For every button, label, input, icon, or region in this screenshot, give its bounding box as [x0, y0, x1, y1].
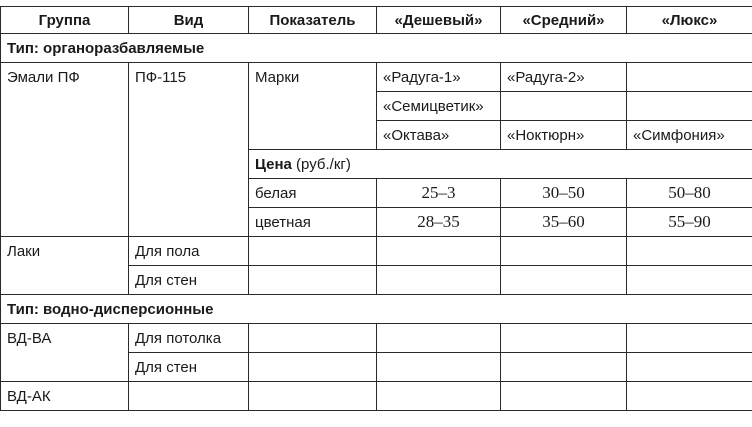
empty-cell: [501, 353, 627, 382]
empty-cell: [627, 266, 752, 295]
brand-cell: «Ноктюрн»: [501, 121, 627, 150]
empty-cell: [377, 237, 501, 266]
header-lux: «Люкс»: [627, 7, 752, 34]
table-row: [1, 382, 752, 411]
group-cell: ВД-АК: [1, 382, 129, 411]
empty-cell: [249, 237, 377, 266]
type-row: [1, 295, 752, 324]
brand-cell: [627, 92, 752, 121]
kind-cell: Для стен: [129, 353, 249, 382]
price-header: [249, 150, 752, 179]
empty-cell: [377, 382, 501, 411]
indicator-cell: Марки: [249, 63, 377, 150]
empty-cell: [627, 353, 752, 382]
type-label: Тип: органоразбавляемые: [1, 34, 752, 63]
empty-cell: [627, 324, 752, 353]
table-row: [1, 324, 752, 353]
kind-cell: Для стен: [129, 266, 249, 295]
header-medium: «Средний»: [501, 7, 627, 34]
header-row: [1, 7, 752, 34]
price-value: 28–35: [377, 208, 501, 237]
price-unit: (руб./кг): [291, 155, 351, 173]
empty-cell: [129, 382, 249, 411]
empty-cell: [249, 324, 377, 353]
empty-cell: [249, 353, 377, 382]
empty-cell: [501, 382, 627, 411]
empty-cell: [501, 237, 627, 266]
empty-cell: [249, 266, 377, 295]
empty-cell: [627, 237, 752, 266]
header-cheap: «Дешевый»: [377, 7, 501, 34]
type-label: Тип: водно-дисперсионные: [1, 295, 752, 324]
brand-cell: «Октава»: [377, 121, 501, 150]
paint-comparison-table: [0, 6, 752, 411]
header-kind: Вид: [129, 7, 249, 34]
empty-cell: [501, 324, 627, 353]
header-indicator: Показатель: [249, 7, 377, 34]
empty-cell: [627, 382, 752, 411]
type-row: [1, 34, 752, 63]
brand-cell: «Семицветик»: [377, 92, 501, 121]
empty-cell: [377, 353, 501, 382]
brand-cell: [627, 63, 752, 92]
price-value: 30–50: [501, 179, 627, 208]
price-label: Цена: [255, 155, 292, 173]
kind-cell: Для пола: [129, 237, 249, 266]
group-cell: Эмали ПФ: [1, 63, 129, 237]
empty-cell: [377, 324, 501, 353]
brand-cell: «Симфония»: [627, 121, 752, 150]
table-row: [1, 63, 752, 92]
price-value: 50–80: [627, 179, 752, 208]
price-value: 25–3: [377, 179, 501, 208]
price-row-label: цветная: [249, 208, 377, 237]
brand-cell: [501, 92, 627, 121]
brand-cell: «Радуга-1»: [377, 63, 501, 92]
price-value: 55–90: [627, 208, 752, 237]
group-cell: ВД-ВА: [1, 324, 129, 382]
group-cell: Лаки: [1, 237, 129, 295]
empty-cell: [377, 266, 501, 295]
table-row: [1, 237, 752, 266]
empty-cell: [501, 266, 627, 295]
kind-cell: Для потолка: [129, 324, 249, 353]
brand-cell: «Радуга-2»: [501, 63, 627, 92]
header-group: Группа: [1, 7, 129, 34]
empty-cell: [249, 382, 377, 411]
price-value: 35–60: [501, 208, 627, 237]
kind-cell: ПФ-115: [129, 63, 249, 237]
price-row-label: белая: [249, 179, 377, 208]
